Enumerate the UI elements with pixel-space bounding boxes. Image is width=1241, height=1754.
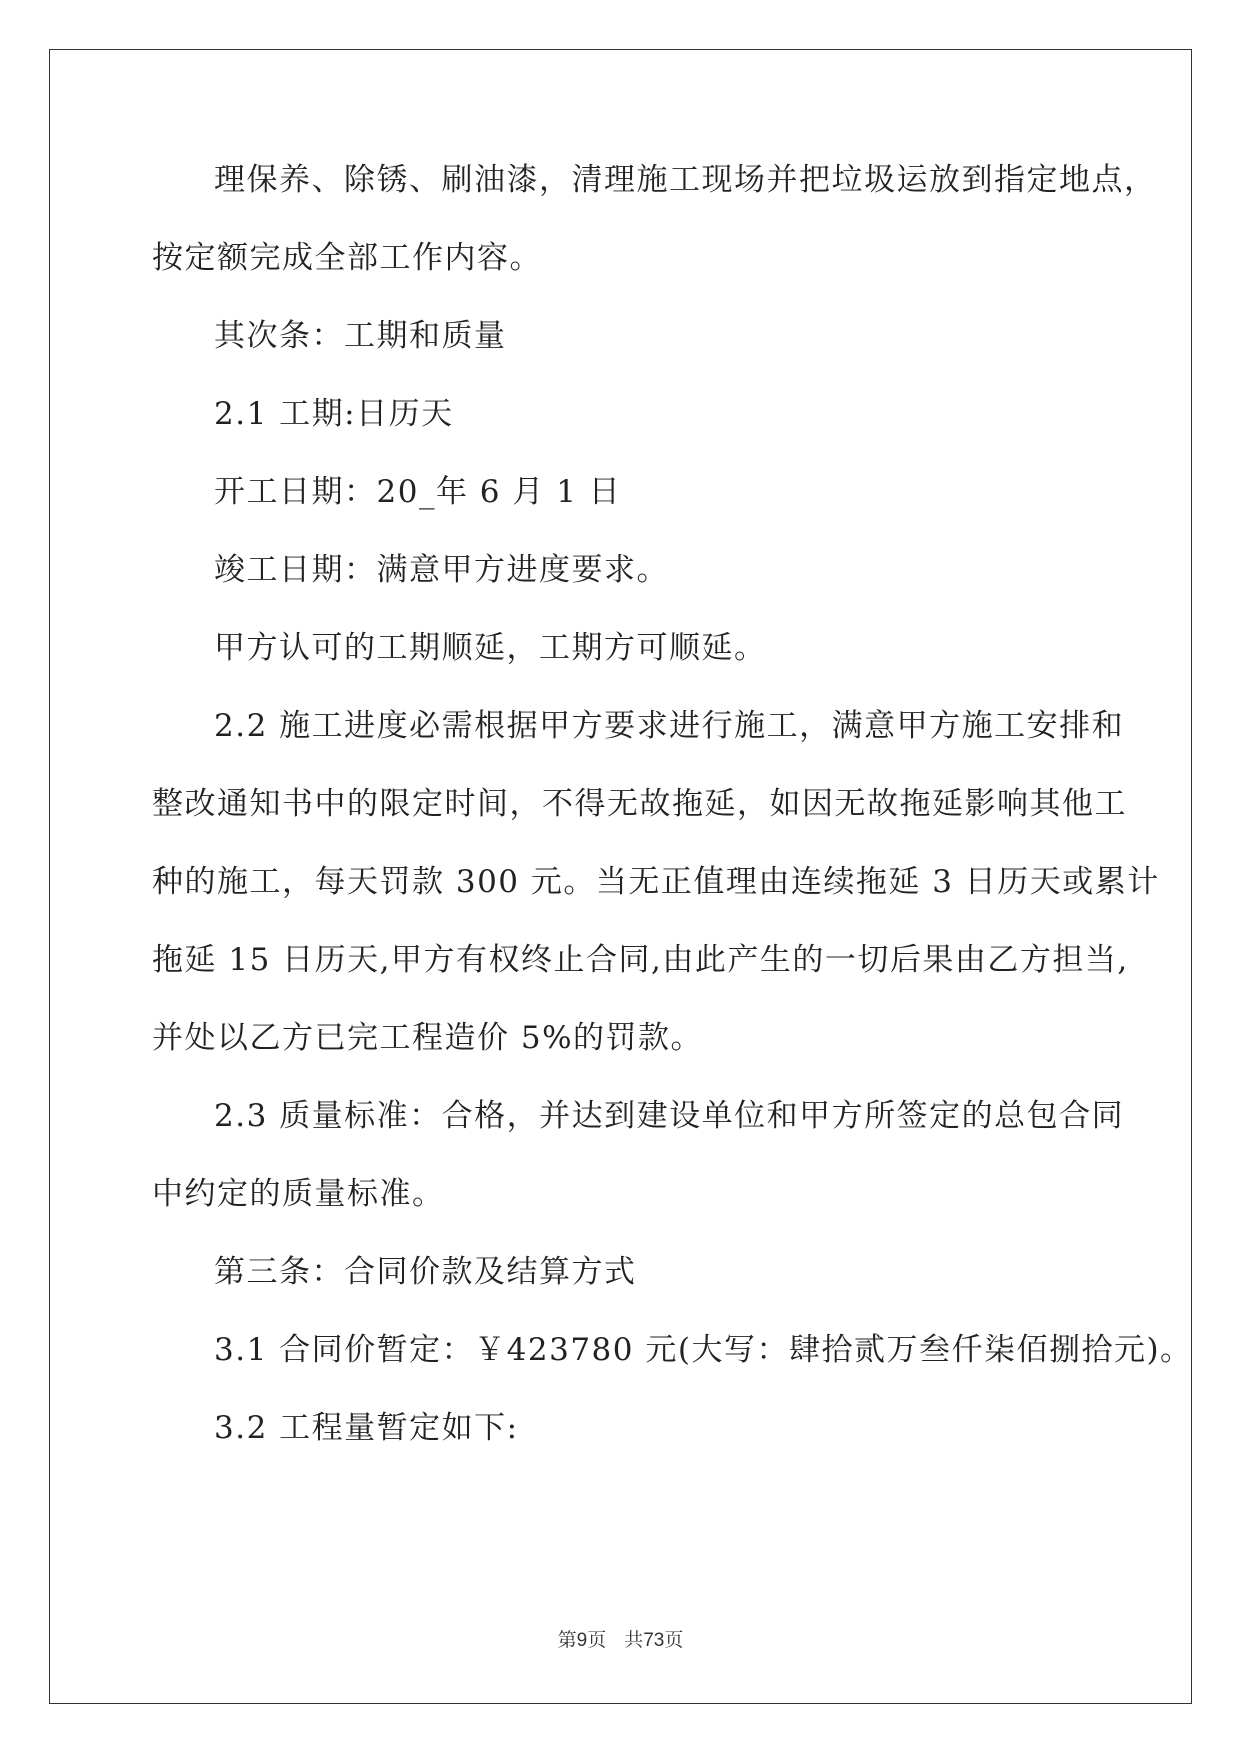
text-line: 3.2 工程量暂定如下:	[214, 1410, 519, 1446]
text-line: 理保养、除锈、刷油漆，清理施工现场并把垃圾运放到指定地点，	[214, 162, 1157, 198]
page-number: 9	[576, 1630, 588, 1651]
page-prefix: 第	[557, 1629, 577, 1651]
text-line: 2.2 施工进度必需根据甲方要求进行施工，满意甲方施工安排和	[214, 708, 1125, 744]
section-heading: 第三条：合同价款及结算方式	[214, 1254, 637, 1290]
text-line: 竣工日期：满意甲方进度要求。	[214, 552, 669, 588]
text-line: 整改通知书中的限定时间，不得无故拖延，如因无故拖延影响其他工	[152, 786, 1127, 822]
total-pages: 73	[643, 1630, 665, 1651]
section-heading: 其次条：工期和质量	[214, 318, 507, 354]
text-line: 拖延 15 日历天,甲方有权终止合同,由此产生的一切后果由乙方担当,	[152, 942, 1129, 978]
text-line: 2.1 工期:日历天	[214, 396, 454, 432]
text-line: 甲方认可的工期顺延，工期方可顺延。	[214, 630, 767, 666]
text-line: 开工日期：20_年 6 月 1 日	[214, 474, 622, 510]
page-suffix: 页	[587, 1629, 607, 1651]
page-footer	[0, 1628, 1241, 1653]
text-line: 并处以乙方已完工程造价 5%的罚款。	[152, 1020, 704, 1056]
text-line: 按定额完成全部工作内容。	[152, 240, 542, 276]
total-suffix: 页	[664, 1629, 684, 1651]
text-line: 2.3 质量标准：合格，并达到建设单位和甲方所签定的总包合同	[214, 1098, 1125, 1134]
text-line: 3.1 合同价暂定：￥423780 元(大写：肆拾贰万叁仟柒佰捌拾元)。	[214, 1332, 1193, 1368]
total-prefix: 共	[624, 1629, 644, 1651]
text-line: 种的施工，每天罚款 300 元。当无正值理由连续拖延 3 日历天或累计	[152, 864, 1160, 900]
text-line: 中约定的质量标准。	[152, 1176, 445, 1212]
